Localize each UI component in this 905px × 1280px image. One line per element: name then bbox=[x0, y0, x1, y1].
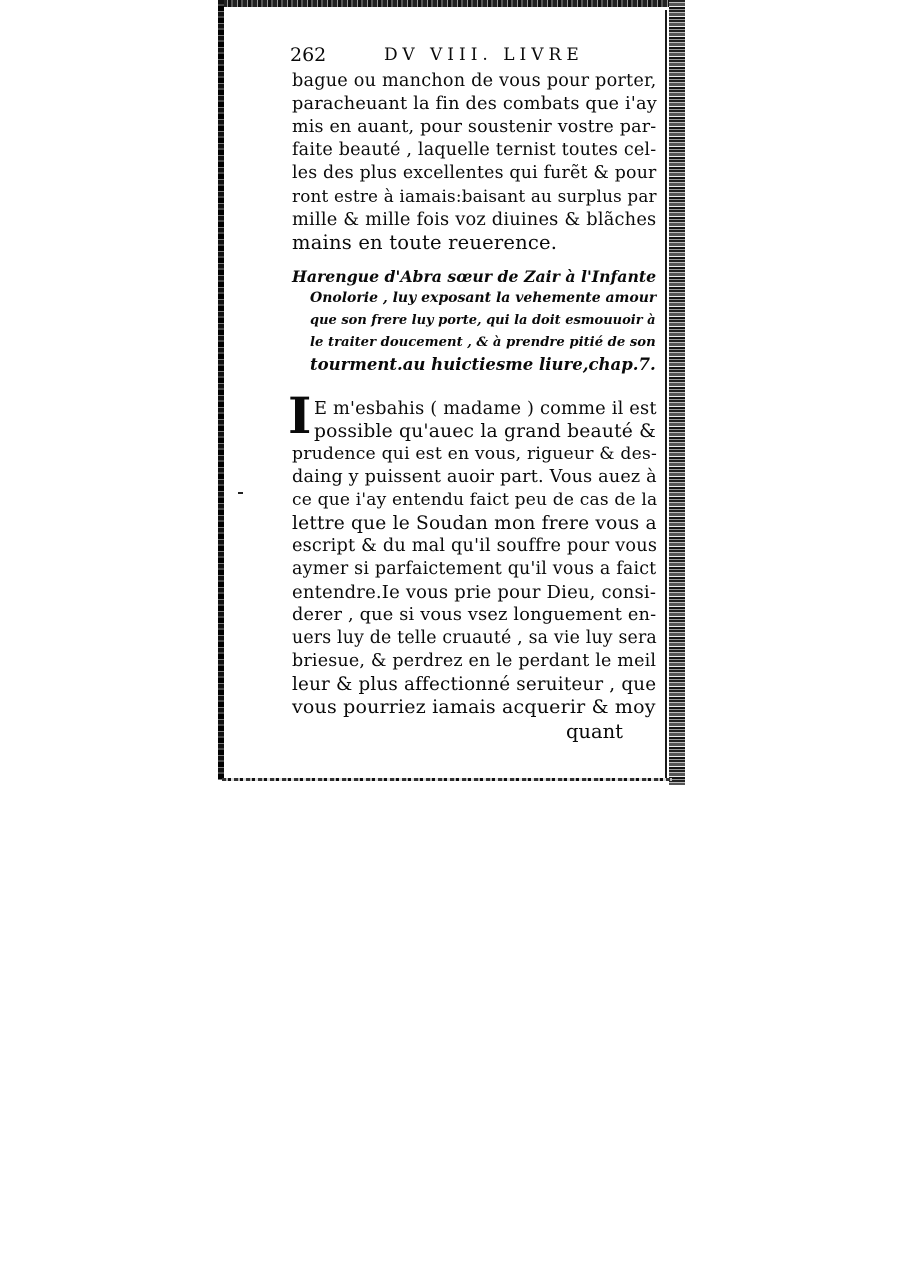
text-line: escript & du mal qu'il souffre pour vous bbox=[292, 536, 658, 556]
text-line: les des plus excellentes qui furẽt & pour bbox=[292, 163, 657, 183]
text-line: faite beauté , laquelle ternist toutes cel- bbox=[292, 140, 657, 160]
text-line: possible qu'auec la grand beauté & bbox=[314, 421, 656, 442]
text-line: ce que i'ay entendu faict peu de cas de la bbox=[292, 490, 658, 510]
text-line: daing y puissent auoir part. Vous auez à bbox=[292, 467, 657, 487]
text-line: entendre.Ie vous prie pour Dieu, consi- bbox=[292, 582, 657, 603]
text-line: leur & plus affectionné seruiteur , que bbox=[292, 674, 657, 695]
page-bottom-edge bbox=[222, 778, 672, 781]
text-line: mains en toute reuerence. bbox=[292, 231, 558, 254]
page-top-edge bbox=[218, 0, 673, 7]
text-line: mis en auant, pour soustenir vostre par- bbox=[292, 117, 657, 137]
running-head bbox=[290, 42, 625, 68]
section-heading-line: tourment.au huictiesme liure,chap.7. bbox=[310, 354, 656, 374]
section-heading-line: que son frere luy porte, qui la doit esmouuoir à bbox=[310, 313, 656, 328]
scanned-book-page bbox=[218, 0, 685, 785]
section-heading-line: Harengue d'Abra sœur de Zair à l'Infante bbox=[292, 267, 657, 286]
text-line: uers luy de telle cruauté , sa vie luy sera bbox=[292, 628, 657, 648]
text-line: mille & mille fois voz diuines & blãches bbox=[292, 209, 657, 230]
running-title: DV VIII. LIVRE bbox=[384, 45, 584, 65]
text-line: prudence qui est en vous, rigueur & des- bbox=[292, 444, 658, 464]
text-line: aymer si parfaictement qu'il vous a faict bbox=[292, 559, 657, 579]
text-line: lettre que le Soudan mon frere vous a bbox=[292, 513, 657, 534]
text-line: paracheuant la fin des combats que i'ay bbox=[292, 94, 657, 114]
text-line: bague ou manchon de vous pour porter, bbox=[292, 71, 657, 91]
text-line: E m'esbahis ( madame ) comme il est bbox=[314, 398, 657, 419]
folio-number: 262 bbox=[290, 44, 327, 66]
page-right-edge bbox=[669, 0, 685, 785]
page-left-edge bbox=[218, 0, 224, 780]
text-line: briesue, & perdrez en le perdant le meil bbox=[292, 651, 657, 671]
drop-capital: I bbox=[288, 386, 312, 445]
page-gutter-line bbox=[665, 10, 667, 780]
section-heading-line: le traiter doucement , & à prendre pitié de son bbox=[310, 335, 656, 350]
catchword: quant bbox=[565, 720, 623, 743]
text-line: ront estre à iamais:baisant au surplus par bbox=[292, 186, 657, 206]
section-heading-line: Onolorie , luy exposant la vehemente amour bbox=[310, 290, 657, 306]
margin-mark bbox=[238, 492, 243, 494]
text-line: derer , que si vous vsez longuement en- bbox=[292, 605, 657, 625]
text-line: vous pourriez iamais acquerir & moy bbox=[292, 696, 656, 718]
